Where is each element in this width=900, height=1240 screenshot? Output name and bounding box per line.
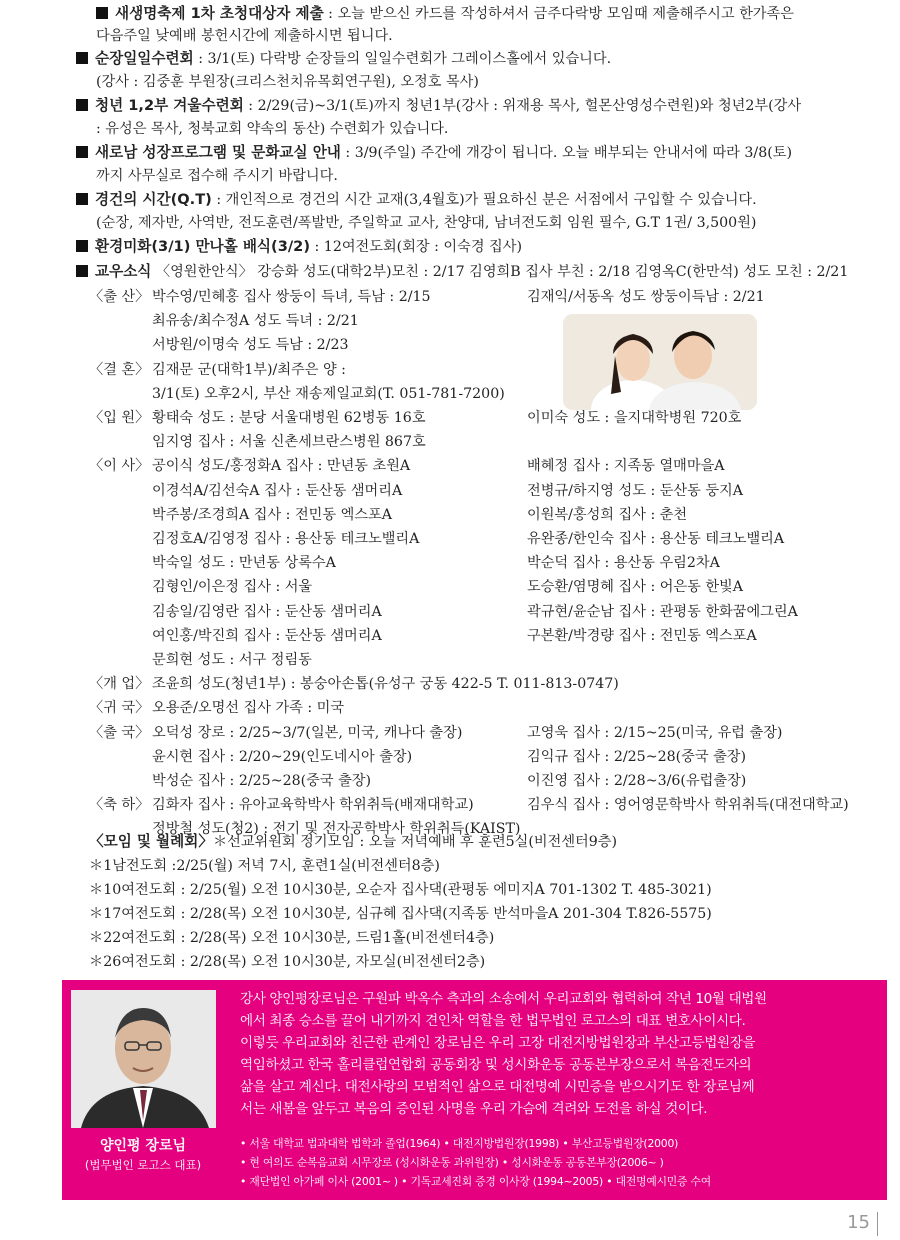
speaker-credentials (240, 1134, 711, 1191)
meeting-item: ＊17여전도회 : 2/28(목) 오전 10시30분, 심규혜 집사댁(지족동 반석마을A 201-304 T.826-5575) (89, 906, 712, 922)
bio-line: 강사 양인평장로님은 구원파 박옥수 측과의 소송에서 우리교회와 협력하여 작년 10월 대법원 (240, 991, 767, 1007)
bio-line: 삶을 살고 계신다. 대전사랑의 모범적인 삶으로 대전명예 시민증을 받으시기도 한 장로님께 (240, 1079, 755, 1095)
bio-line: 에서 최종 승소를 끌어 내기까지 견인차 역할을 한 법무법인 로고스의 대표 변호사이시다. (240, 1013, 746, 1029)
news-category: 〈출 국〉 (89, 725, 150, 741)
meeting-item: ＊10여전도회 : 2/25(월) 오전 10시30분, 오순자 집사댁(관평동 에미지A 701-1302 T. 485-3021) (89, 882, 712, 898)
news-entry: 김재익/서동옥 성도 쌍둥이득남 : 2/21 (527, 289, 765, 305)
meeting-item: ＊22여전도회 : 2/28(목) 오전 10시30분, 드림1홀(비전센터4층) (89, 930, 495, 946)
announcement-cleaning-serving (76, 237, 522, 257)
news-entry: 박숙일 성도 : 만년동 상록수A (152, 555, 336, 571)
speaker-bio (240, 988, 880, 1120)
announcement-text: 〈영원한안식〉 강승화 성도(대학2부)모친 : 2/17 김영희B 집사 부친 : 2/18 김영옥C(한만석) 성도 모친 : 2/21 (151, 264, 849, 280)
meeting-item: ＊26여전도회 : 2/28(목) 오전 10시30분, 자모실(비전센터2층) (89, 954, 486, 970)
announcement-title: 교우소식 (95, 263, 152, 280)
announcement-new-life-festival (96, 4, 794, 24)
news-entry: 김정호A/김영정 집사 : 용산동 테크노밸리A (152, 531, 420, 547)
speaker-affiliation: (법무법인 로고스 대표) (84, 1158, 202, 1172)
news-entry: 오덕성 장로 : 2/25~3/7(일본, 미국, 캐나다 출장) (152, 725, 463, 741)
news-entry: 김익규 집사 : 2/25~28(중국 출장) (527, 749, 747, 765)
news-category: 〈축 하〉 (89, 797, 150, 813)
announcement-member-news (76, 262, 848, 282)
news-entry: 서방원/이명숙 성도 득남 : 2/23 (152, 337, 349, 353)
news-entry: 김형인/이은정 집사 : 서울 (152, 579, 313, 595)
bio-line: 이렇듯 우리교회와 친근한 관계인 장로님은 우리 고장 대전지방법원장과 부산고등법원장을 (240, 1035, 756, 1051)
square-bullet-icon (96, 7, 108, 19)
news-category: 〈결 혼〉 (89, 362, 150, 378)
news-entry: 이경석A/김선숙A 집사 : 둔산동 샘머리A (152, 483, 403, 499)
announcement-title: 경건의 시간(Q.T) (95, 191, 212, 208)
news-entry: 이원복/홍성희 집사 : 춘천 (527, 507, 688, 523)
news-entry: 곽규현/윤순남 집사 : 관평동 한화꿈에그린A (527, 604, 798, 620)
announcement-continuation: 까지 사무실로 접수해 주시기 바랍니다. (96, 168, 338, 184)
announcement-quiet-time (76, 190, 757, 210)
news-entry: 김화자 집사 : 유아교육학박사 학위취득(배재대학교) (152, 797, 474, 813)
news-entry: 김송일/김영란 집사 : 둔산동 샘머리A (152, 604, 382, 620)
news-entry: 오용준/오명선 집사 가족 : 미국 (152, 700, 345, 716)
announcement-growth-program (76, 143, 792, 163)
news-entry: 유완종/한인숙 집사 : 용산동 테크노밸리A (527, 531, 785, 547)
square-bullet-icon (76, 193, 88, 205)
square-bullet-icon (76, 240, 88, 252)
news-entry: 공이식 성도/홍정화A 집사 : 만년동 초원A (152, 458, 411, 474)
square-bullet-icon (76, 52, 88, 64)
announcement-title: 청년 1,2부 겨울수련회 (95, 97, 244, 114)
news-category: 〈출 산〉 (89, 289, 150, 305)
announcement-text: : 3/1(토) 다락방 순장들의 일일수련회가 그레이스홀에서 있습니다. (193, 51, 612, 67)
announcement-continuation: 다음주일 낮예배 봉헌시간에 제출하시면 됩니다. (96, 28, 393, 44)
meeting-item: ＊1남전도회 :2/25(월) 저녁 7시, 훈련1실(비전센터8층) (89, 858, 440, 874)
news-entry: 여인홍/박진희 집사 : 둔산동 샘머리A (152, 628, 382, 644)
news-category: 〈개 업〉 (89, 676, 150, 692)
news-entry: 고영욱 집사 : 2/15~25(미국, 유럽 출장) (527, 725, 783, 741)
news-entry: 김우식 집사 : 영어영문학박사 학위취득(대전대학교) (527, 797, 849, 813)
meetings-row (89, 832, 617, 852)
announcement-youth-retreat (76, 96, 801, 116)
announcement-leaders-retreat (76, 49, 611, 69)
news-entry: 정방철 성도(청2) : 전기 및 전자공학박사 학위취득(KAIST) (152, 821, 521, 837)
announcement-text: : 2/29(금)~3/1(토)까지 청년1부(강사 : 위재용 목사, 헐몬산영성수련원)와 청년2부(강사 (243, 98, 802, 114)
credential-line: • 현 여의도 순복음교회 시무장로 (성시화운동 과위원장) • 성시화운동 공동본부장(2006~ ) (240, 1156, 664, 1169)
news-entry: 도승환/염명혜 집사 : 어은동 한빛A (527, 579, 744, 595)
announcement-text: : 오늘 받으신 카드를 작성하셔서 금주다락방 모임때 제출해주시고 한가족은 (323, 6, 794, 22)
page-number: 15 (847, 1212, 870, 1233)
announcement-title: 환경미화(3/1) 만나홀 배식(3/2) (95, 238, 310, 255)
news-entry: 임지영 집사 : 서울 신촌세브란스병원 867호 (152, 434, 426, 450)
square-bullet-icon (76, 146, 88, 158)
speaker-portrait (71, 990, 216, 1128)
news-category: 〈이 사〉 (89, 458, 150, 474)
announcement-text: : 12여전도회(회장 : 이숙경 집사) (310, 239, 522, 255)
news-entry: 이진영 집사 : 2/28~3/6(유럽출장) (527, 773, 747, 789)
meeting-item: ＊선교위원회 정기모임 : 오늘 저녁예배 후 훈련5실(비전센터9층) (212, 834, 618, 850)
announcement-continuation: : 유성은 목사, 청북교회 약속의 동산) 수련회가 있습니다. (96, 121, 449, 137)
speaker-name: 양인평 장로님 (99, 1138, 187, 1154)
announcement-title: 순장일일수련회 (95, 50, 194, 67)
announcement-continuation: (강사 : 김중훈 부원장(크리스천치유목회연구원), 오정호 목사) (96, 74, 479, 90)
news-entry: 황태숙 성도 : 분당 서울대병원 62병동 16호 (152, 410, 426, 426)
announcement-title: 새생명축제 1차 초청대상자 제출 (115, 5, 324, 22)
news-entry: 박순덕 집사 : 용산동 우림2차A (527, 555, 720, 571)
page-number-divider (877, 1212, 878, 1236)
news-entry: 문희현 성도 : 서구 정림동 (152, 652, 312, 668)
news-entry: 조윤희 성도(청년1부) : 봉숭아손톱(유성구 궁동 422-5 T. 011-813-0747) (152, 676, 619, 692)
news-entry: 전병규/하지영 성도 : 둔산동 둥지A (527, 483, 744, 499)
square-bullet-icon (76, 265, 88, 277)
news-entry: 3/1(토) 오후2시, 부산 재송제일교회(T. 051-781-7200) (152, 386, 505, 402)
square-bullet-icon (76, 99, 88, 111)
news-entry: 박수영/민혜홍 집사 쌍둥이 득녀, 득남 : 2/15 (152, 289, 431, 305)
news-entry: 배혜정 집사 : 지족동 열매마을A (527, 458, 725, 474)
bio-line: 서는 새봄을 앞두고 복음의 증인된 사명을 우리 가슴에 격려와 도전을 하실 것이다. (240, 1101, 708, 1117)
announcement-continuation: (순장, 제자반, 사역반, 전도훈련/폭발반, 주일학교 교사, 찬양대, 남녀전도회 임원 필수, G.T 1권/ 3,500원) (96, 215, 757, 231)
news-entry: 구본환/박경량 집사 : 전민동 엑스포A (527, 628, 757, 644)
meetings-title: 〈모임 및 월례회〉 (89, 833, 213, 850)
news-entry: 김재문 군(대학1부)/최주은 양 : (152, 362, 346, 378)
announcement-text: : 개인적으로 경건의 시간 교재(3,4월호)가 필요하신 분은 서점에서 구입할 수 있습니다. (211, 192, 757, 208)
wedding-couple-photo (563, 314, 757, 410)
news-entry: 최유송/최수정A 성도 득녀 : 2/21 (152, 313, 359, 329)
speaker-profile-box (62, 980, 887, 1200)
announcement-text: : 3/9(주일) 주간에 개강이 됩니다. 오늘 배부되는 안내서에 따라 3/8(토) (340, 145, 793, 161)
announcement-title: 새로남 성장프로그램 및 문화교실 안내 (95, 144, 341, 161)
news-entry: 박주봉/조경희A 집사 : 전민동 엑스포A (152, 507, 392, 523)
credential-line: • 서울 대학교 법과대학 법학과 졸업(1964) • 대전지방법원장(1998) • 부산고등법원장(2000) (240, 1137, 679, 1150)
news-category: 〈귀 국〉 (89, 700, 150, 716)
news-category: 〈입 원〉 (89, 410, 150, 426)
news-entry: 윤시현 집사 : 2/20~29(인도네시아 출장) (152, 749, 413, 765)
news-entry: 박성순 집사 : 2/25~28(중국 출장) (152, 773, 372, 789)
bio-line: 역임하셨고 한국 홀리클럽연합회 공동회장 및 성시화운동 공동본부장으로서 복음전도자의 (240, 1057, 752, 1073)
credential-line: • 재단법인 아가페 이사 (2001~ ) • 기독교세진회 증경 이사장 (1994~2005) • 대전명예시민증 수여 (240, 1175, 711, 1188)
news-entry: 이미숙 성도 : 을지대학병원 720호 (527, 410, 742, 426)
